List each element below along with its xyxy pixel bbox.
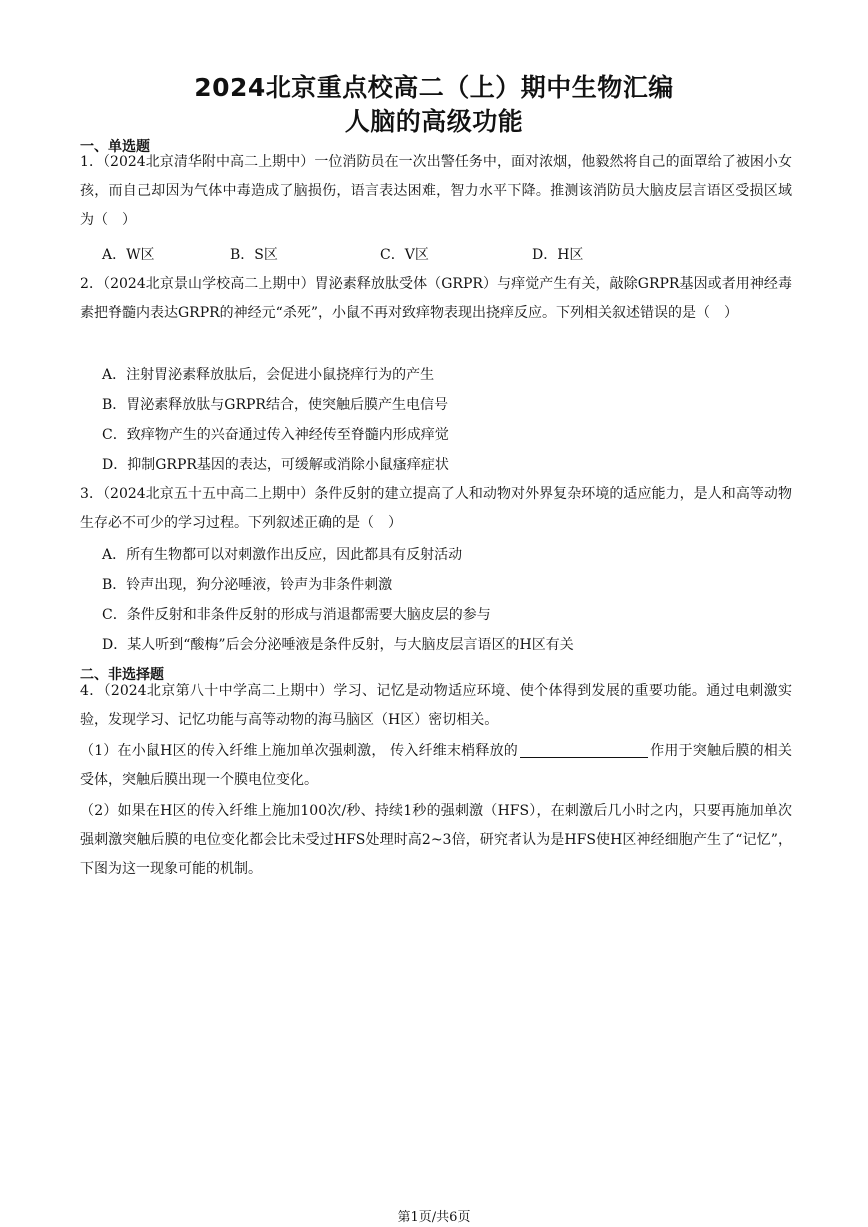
question-1-text: 1．（2024北京清华附中高二上期中）一位消防员在一次出警任务中，面对浓烟，他毅然将自己的面罩给了被困小女孩，而自己却因为气体中毒造成了脑损伤，语言表达困难，智力水平下降。推测该消防员大脑皮层言语区受损区域为（ ） (80, 154, 792, 228)
question-2-text: 2．（2024北京景山学校高二上期中）胃泌素释放肽受体（GRPR）与痒觉产生有关，敲除GRPR基因或者用神经毒素把脊髓内表达GRPR的神经元“杀死”，小鼠不再对致痒物表现出挠痒反应。下列相关叙述错误的是（ ） (80, 276, 792, 321)
question-1-option-b: B．S区 (230, 247, 278, 263)
question-2-option-d: D．抑制GRPR基因的表达，可缓解或消除小鼠瘙痒症状 (102, 457, 449, 473)
question-3-option-d: D．某人听到“酸梅”后会分泌唾液是条件反射，与大脑皮层言语区的H区有关 (102, 637, 574, 653)
question-4-part-1-text-after: 作用于突触后膜的相关受体，突触后膜出现一个膜电位变化。 (80, 743, 792, 788)
section-heading-single-choice: 一、单选题 (80, 139, 150, 155)
question-4-part-1 (80, 737, 792, 795)
question-1-option-d: D．H区 (532, 247, 584, 263)
question-4-text: 4．（2024北京第八十中学高二上期中）学习、记忆是动物适应环境、使个体得到发展的重要功能。通过电刺激实验，发现学习、记忆功能与高等动物的海马脑区（H区）密切相关。 (80, 683, 792, 728)
page-title: 2024北京重点校高二（上）期中生物汇编 (194, 73, 674, 102)
page-subtitle: 人脑的高级功能 (344, 107, 524, 136)
question-3-text: 3．（2024北京五十五中高二上期中）条件反射的建立提高了人和动物对外界复杂环境的适应能力，是人和高等动物生存必不可少的学习过程。下列叙述正确的是（ ） (80, 486, 792, 531)
question-3-option-a: A．所有生物都可以对刺激作出反应，因此都具有反射活动 (102, 547, 463, 563)
question-2-option-c: C．致痒物产生的兴奋通过传入神经传至脊髓内形成痒觉 (102, 427, 449, 443)
question-2-option-b: B．胃泌素释放肽与GRPR结合，使突触后膜产生电信号 (102, 397, 448, 413)
question-4-part-1-text-before: （1）在小鼠H区的传入纤维上施加单次强刺激， 传入纤维末梢释放的 (80, 743, 518, 759)
page-number: 第1页/共6页 (397, 1210, 471, 1225)
question-3-option-b: B．铃声出现，狗分泌唾液，铃声为非条件刺激 (102, 577, 393, 593)
section-heading-non-choice: 二、非选择题 (80, 667, 164, 683)
question-3-option-c: C．条件反射和非条件反射的形成与消退都需要大脑皮层的参与 (102, 607, 491, 623)
question-2-option-a: A．注射胃泌素释放肽后，会促进小鼠挠痒行为的产生 (102, 367, 435, 383)
question-1-option-c: C．V区 (380, 247, 429, 263)
question-1-option-a: A．W区 (102, 247, 155, 263)
question-4-part-2: （2）如果在H区的传入纤维上施加100次/秒、持续1秒的强刺激（HFS），在刺激后几小时之内，只要再施加单次强刺激突触后膜的电位变化都会比未受过HFS处理时高2~3倍，研究者认为是HFS使H区神经细胞产生了“记忆”，下图为这一现象可能的机制。 (80, 803, 792, 877)
answer-blank[interactable] (520, 741, 648, 758)
